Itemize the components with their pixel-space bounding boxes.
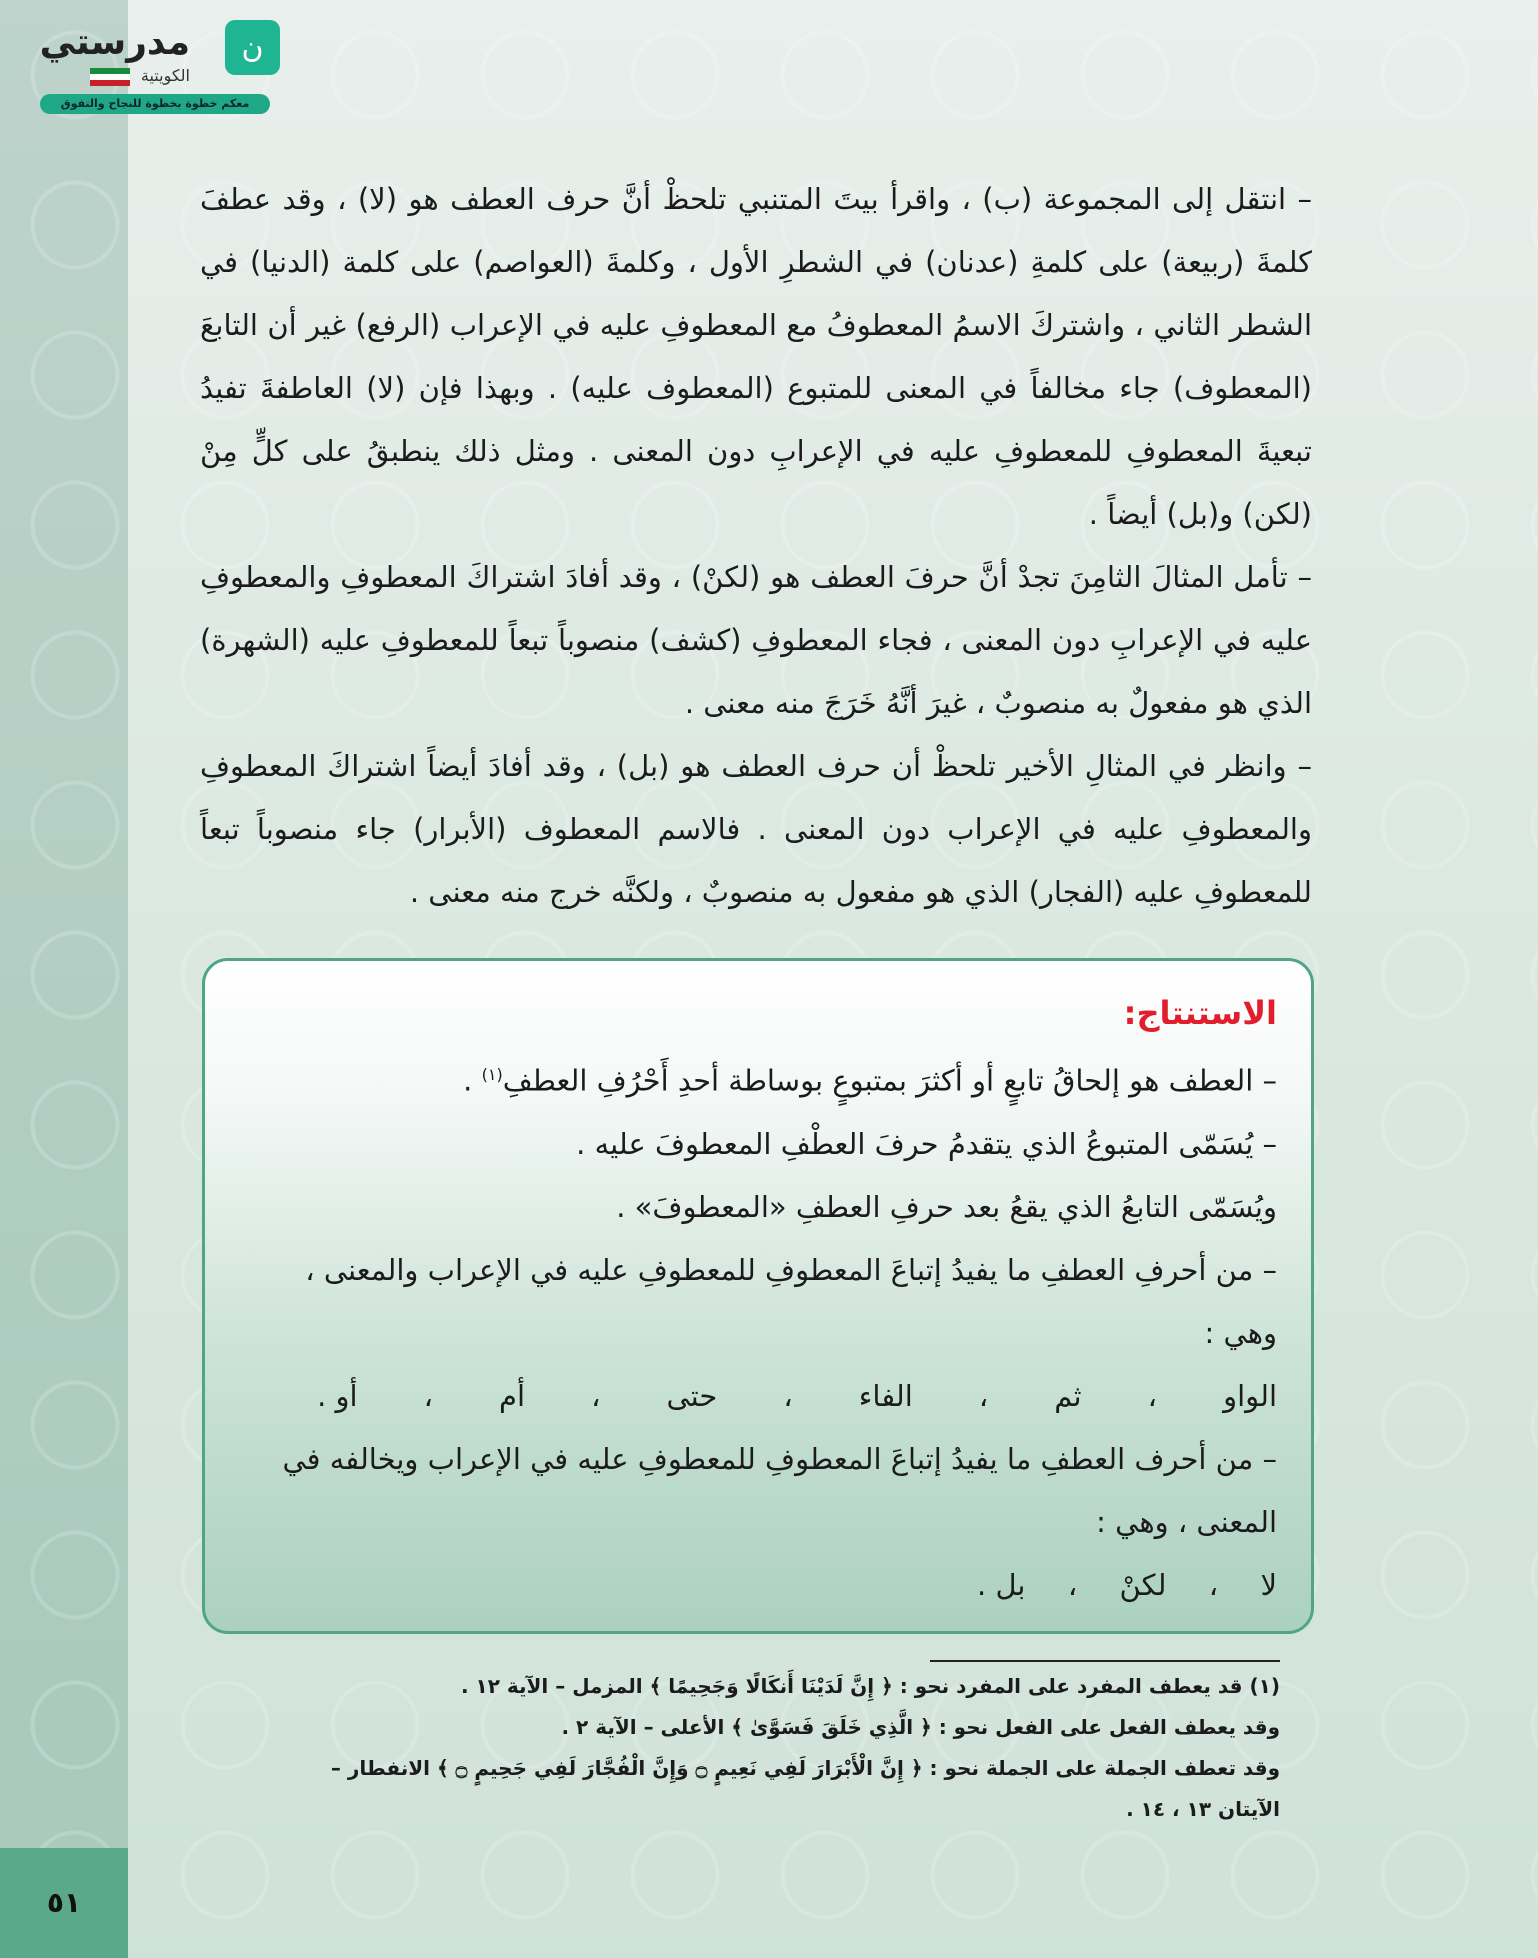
separator: ، xyxy=(978,1378,989,1413)
separator: ، xyxy=(1147,1378,1158,1413)
footnote: وقد تعطف الجملة على الجملة نحو : ﴿ إِنَّ الْأَبْرَارَ لَفِي نَعِيمٍ ۝ وَإِنَّ الْفُجَّارَ لَفِي جَحِيمٍ ۝ ﴾ الانفطار – الآيتان ١٣ ، ١٤ . xyxy=(330,1756,1280,1821)
conjunction: بل . xyxy=(977,1567,1026,1602)
conjunction: لا xyxy=(1260,1567,1277,1602)
paragraph: – تأمل المثالَ الثامِنَ تجدْ أنَّ حرفَ العطف هو (لكنْ) ، وقد أفادَ اشتراكَ المعطوفِ والمعطوفِ عليه في الإعرابِ دون المعنى ، فجاء المعطوفِ (كشف) منصوباً تبعاً للمعطوفِ عليه (الشهرة) الذي هو مفعولٌ به منصوبٌ ، غيرَ أنَّهُ خَرَجَ منه معنى . xyxy=(200,560,1312,720)
conclusion-line: ويُسَمّى التابعُ الذي يقعُ بعد حرفِ العطفِ «المعطوفَ» . xyxy=(616,1189,1277,1224)
conclusion-line xyxy=(239,1043,1277,1113)
paragraph: – انتقل إلى المجموعة (ب) ، واقرأ بيتَ المتنبي تلحظْ أنَّ حرف العطف هو (لا) ، وقد عطفَ كلمةَ (ربيعة) على كلمةِ (عدنان) في الشطرِ الأول ، وكلمةَ (العواصم) على كلمة (الدنيا) في الشطر الثاني ، واشتركَ الاسمُ المعطوفُ مع المعطوفِ عليه في الإعراب (الرفع) غير أن التابعَ (المعطوف) جاء مخالفاً في المعنى للمتبوع (المعطوف عليه) . وبهذا فإن (لا) العاطفةَ تفيدُ تبعيةَ المعطوفِ للمعطوفِ عليه في الإعرابِ دون المعنى . ومثل ذلك ينطبقُ على كلٍّ مِنْ (لكن) و(بل) أيضاً . xyxy=(200,182,1312,531)
page-number: ٥١ xyxy=(0,1848,128,1958)
separator: ، xyxy=(1067,1567,1078,1602)
conclusion-end: . xyxy=(463,1063,482,1098)
main-text xyxy=(200,168,1312,924)
conclusion-line: – يُسَمّى المتبوعُ الذي يتقدمُ حرفَ العطْفِ المعطوفَ عليه . xyxy=(576,1126,1277,1161)
conjunction: الفاء xyxy=(858,1378,913,1413)
separator: ، xyxy=(591,1378,601,1413)
logo-tagline: معكم خطوة بخطوة للنجاح والتفوق xyxy=(40,94,270,114)
conclusion-text: – العطف هو إلحاقُ تابعٍ أو أكثرَ بمتبوعٍ بوساطة أحدِ أَحْرُفِ العطفِ xyxy=(502,1063,1277,1098)
conclusion-line: – من أحرفِ العطفِ ما يفيدُ إتباعَ المعطوفِ للمعطوفِ عليه في الإعراب والمعنى ، وهي : xyxy=(305,1252,1277,1350)
conjunction: ثم xyxy=(1054,1378,1082,1413)
conjunction-list-2 xyxy=(977,1554,1277,1617)
footnotes xyxy=(320,1660,1280,1830)
footnote-divider xyxy=(930,1660,1280,1662)
logo xyxy=(30,20,280,115)
conjunction-list-1 xyxy=(317,1365,1277,1428)
conclusion-title: الاستنتاج: xyxy=(1123,994,1277,1032)
separator: ، xyxy=(783,1378,793,1413)
conclusion-line: – من أحرف العطفِ ما يفيدُ إتباعَ المعطوفِ للمعطوفِ عليه في الإعراب ويخالفه في المعنى ، وهي : xyxy=(282,1441,1277,1539)
footnote: وقد يعطف الفعل على الفعل نحو : ﴿ الَّذِي خَلَقَ فَسَوَّىٰ ﴾ الأعلى – الآية ٢ . xyxy=(561,1715,1280,1739)
conjunction: أم xyxy=(499,1378,526,1413)
conjunction: أو . xyxy=(317,1378,358,1413)
footnote-ref[interactable]: (١) xyxy=(481,1065,503,1084)
footnote: (١) قد يعطف المفرد على المفرد نحو : ﴿ إِنَّ لَدَيْنَا أَنكَالًا وَجَحِيمًا ﴾ المزمل – الآية ١٢ . xyxy=(460,1674,1280,1698)
separator: ، xyxy=(1208,1567,1219,1602)
logo-subtitle: الكويتية xyxy=(140,66,190,85)
conjunction: حتى xyxy=(666,1378,718,1413)
conjunction: الواو xyxy=(1223,1378,1277,1413)
logo-name: مدرستي xyxy=(39,22,190,63)
conclusion-box xyxy=(202,958,1314,1634)
kuwait-flag-icon xyxy=(90,68,130,86)
paragraph: – وانظر في المثالِ الأخير تلحظْ أن حرف العطف هو (بل) ، وقد أفادَ أيضاً اشتراكَ المعطوفِ والمعطوفِ عليه في الإعراب دون المعنى . فالاسم المعطوف (الأبرار) جاء منصوباً تبعاً للمعطوفِ عليه (الفجار) الذي هو مفعول به منصوبٌ ، ولكنَّه خرج منه معنى . xyxy=(200,749,1312,909)
separator: ، xyxy=(423,1378,433,1413)
conjunction: لكنْ xyxy=(1119,1567,1167,1602)
logo-mark-icon: ن xyxy=(225,20,280,75)
